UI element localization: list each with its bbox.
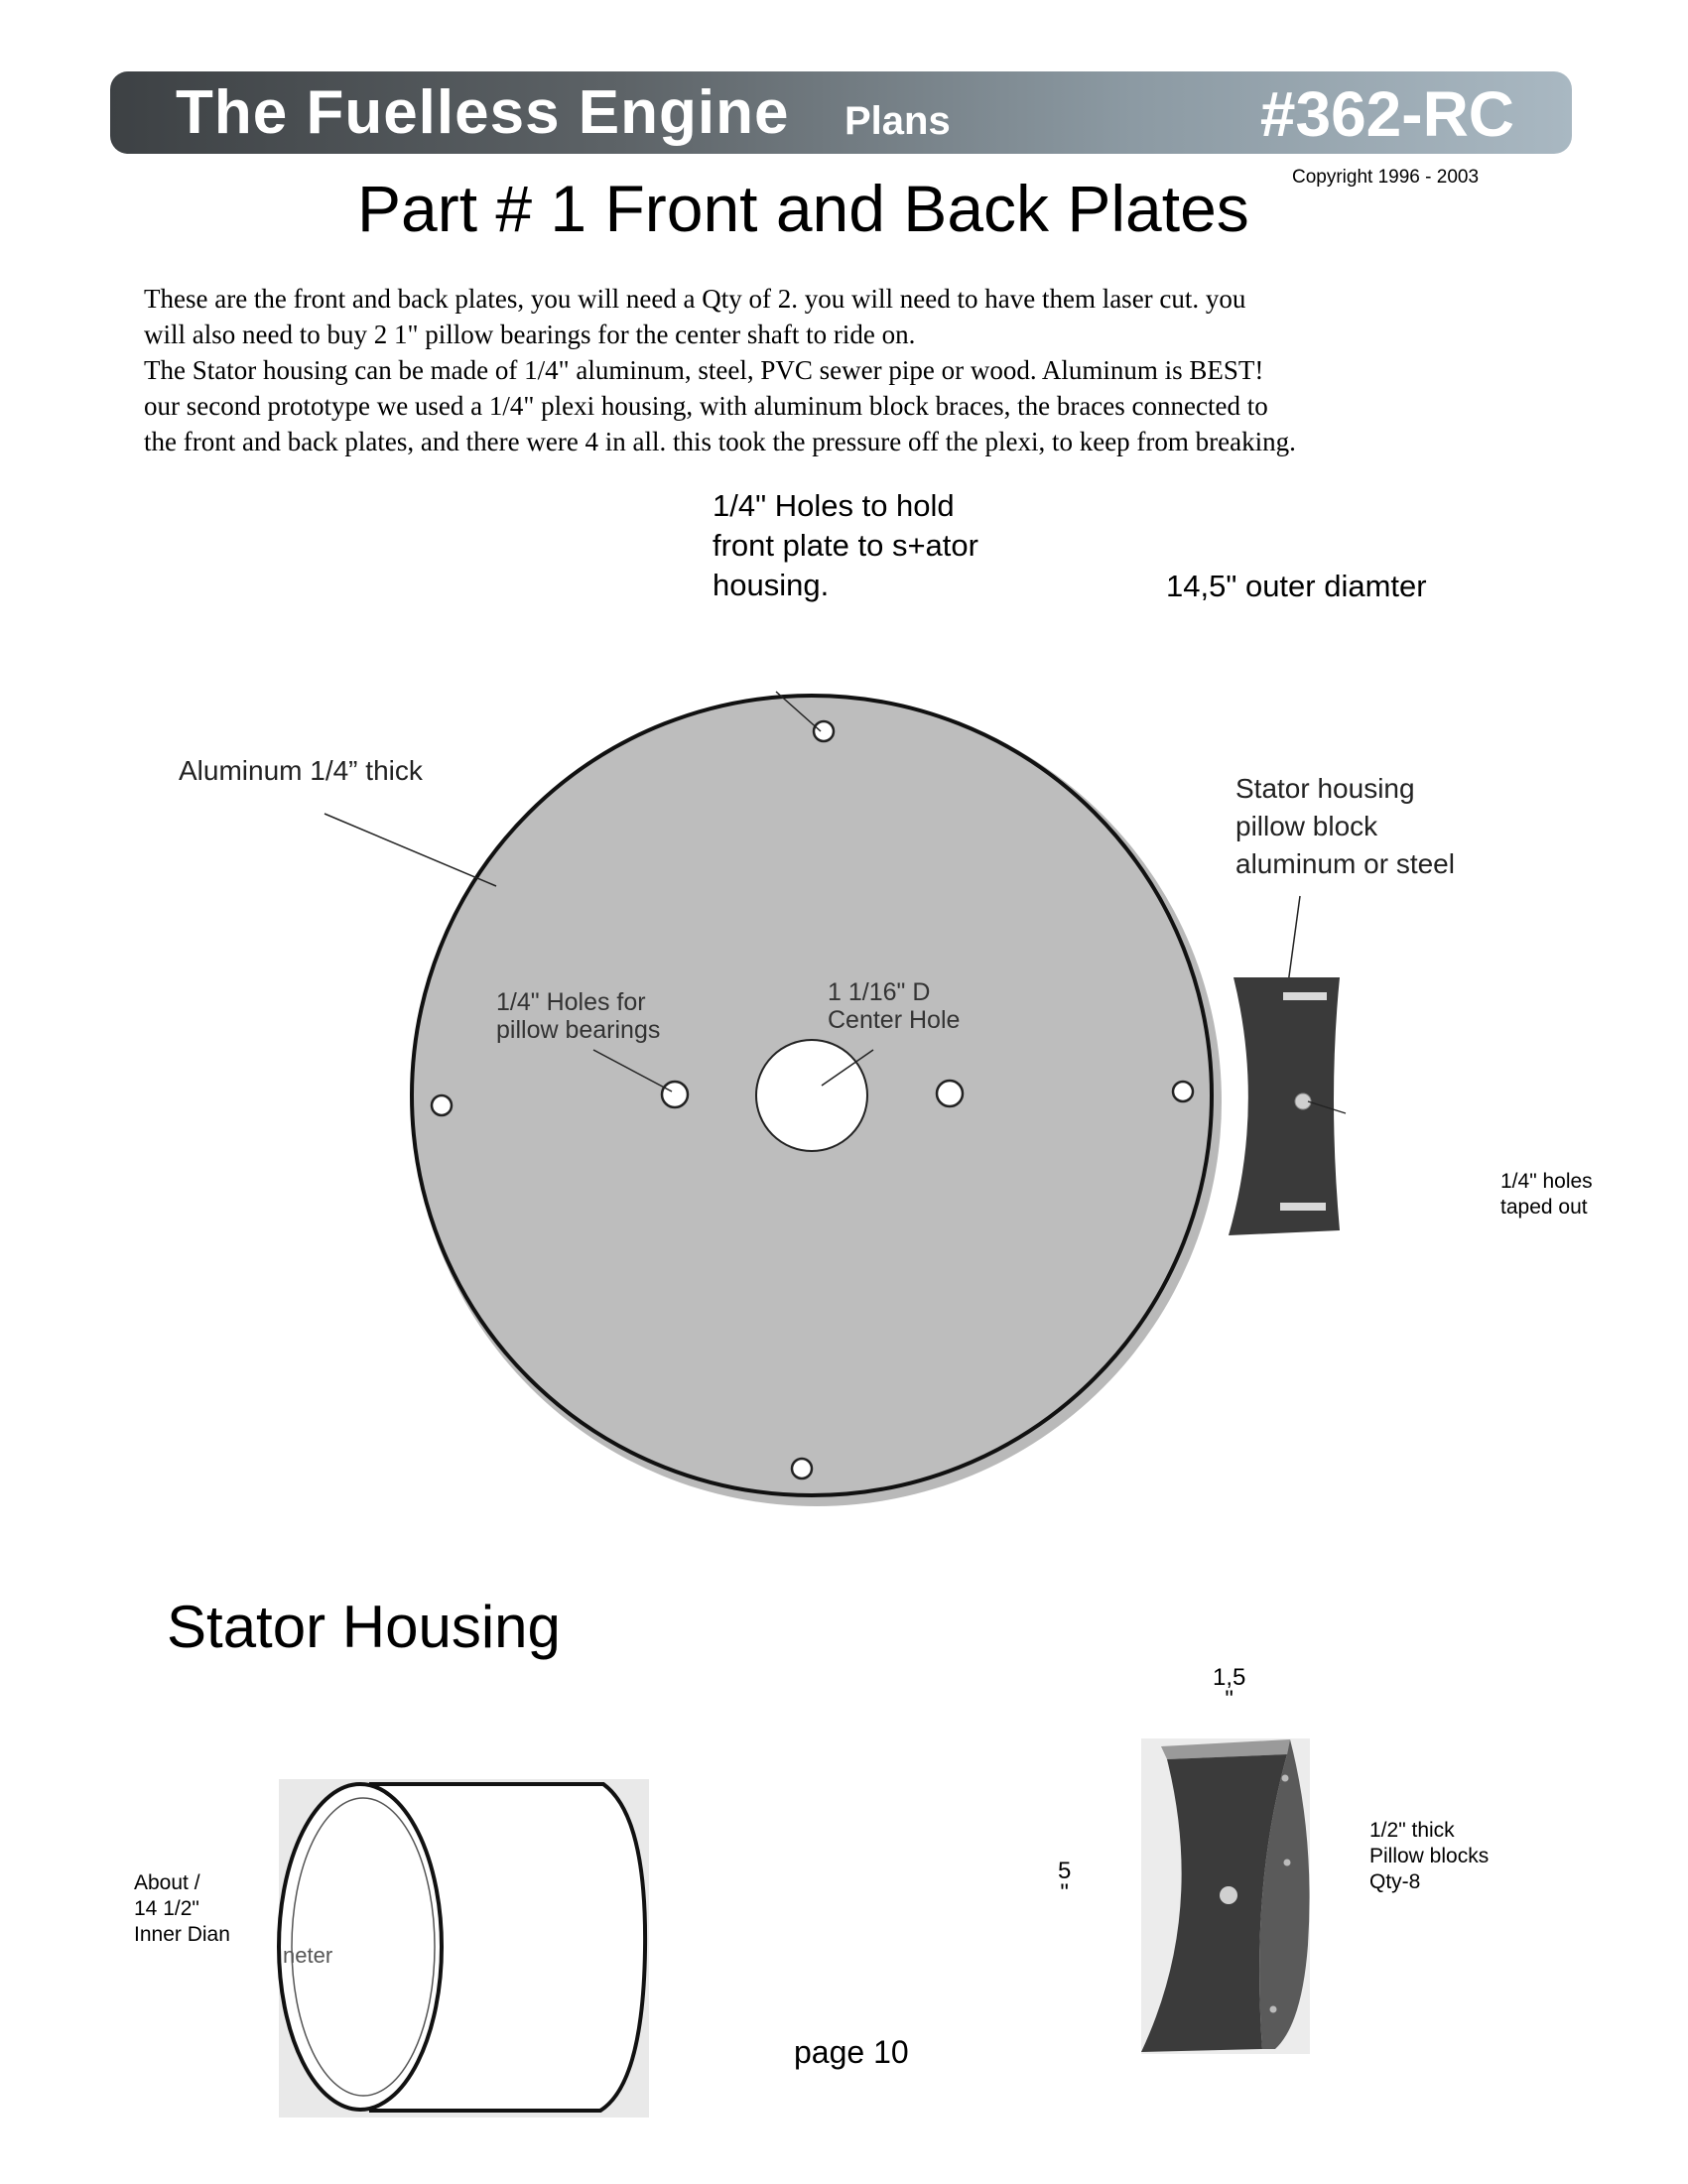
height-label-line: 5 [1058, 1858, 1072, 1884]
taped-holes-label-line: taped out [1500, 1196, 1588, 1219]
outer-diameter-label: 14,5" outer diamter [1166, 569, 1427, 603]
stator-block-label-line: Stator housing [1235, 773, 1415, 804]
intro-line: will also need to buy 2 1" pillow bearings for the center shaft to ride on. [144, 320, 916, 349]
part-title: Part # 1 Front and Back Plates [357, 172, 1249, 245]
top-hole [814, 721, 834, 741]
taped-holes-label-line: 1/4" holes [1500, 1170, 1593, 1193]
height-label-line: " [1060, 1879, 1069, 1906]
pillow-holes-label-line: 1/4" Holes for [496, 988, 646, 1016]
inner-diameter-label-line: Inner Dian [134, 1923, 230, 1946]
stator-block-label-line: pillow block [1235, 811, 1378, 841]
side-block-slot-bottom [1280, 1203, 1326, 1211]
width-label [1213, 1664, 1246, 1713]
side-pillow-block-drawing [1229, 977, 1346, 1235]
holes-label-line: 1/4" Holes to hold [713, 488, 955, 523]
right-hole [1173, 1082, 1193, 1101]
intro-line: The Stator housing can be made of 1/4" aluminum, steel, PVC sewer pipe or wood. Aluminum is BEST! [144, 355, 1264, 385]
holes-label-line: housing. [713, 568, 830, 602]
pillow-block-hole-top [1282, 1775, 1289, 1782]
pillow-blocks-label [1369, 1818, 1489, 1895]
height-label [1058, 1858, 1072, 1906]
pillow-blocks-label-line: Pillow blocks [1369, 1845, 1490, 1867]
pillow-block-hole-bottom [1270, 2006, 1277, 2013]
stator-cylinder-drawing [279, 1779, 649, 2118]
width-label-line: " [1225, 1686, 1234, 1713]
inner-diameter-label [134, 1870, 230, 1948]
width-label-line: 1,5 [1213, 1664, 1246, 1691]
center-hole [756, 1040, 867, 1151]
document-subtitle: Plans [844, 99, 951, 143]
bottom-hole [792, 1459, 812, 1478]
intro-line: our second prototype we used a 1/4" plexi housing, with aluminum block braces, the braces connected to [144, 391, 1268, 421]
center-hole-label [828, 978, 960, 1034]
pillow-holes-label [496, 988, 660, 1044]
taped-holes-label [1500, 1169, 1593, 1220]
pillow-block-center-hole [1220, 1886, 1237, 1904]
pillow-block-hole-mid [1284, 1860, 1291, 1866]
inner-diameter-label-line: About / [134, 1871, 200, 1894]
stator-block-label-line: aluminum or steel [1235, 848, 1455, 879]
copyright: Copyright 1996 - 2003 [1292, 167, 1480, 188]
side-block-slot-top [1283, 992, 1327, 1000]
stator-block-label [1235, 770, 1455, 883]
pillow-hole-left [662, 1082, 688, 1107]
pillow-holes-label-line: pillow bearings [496, 1016, 661, 1044]
left-hole [432, 1095, 452, 1115]
document-title: The Fuelless Engine [176, 78, 790, 147]
pillow-blocks-label-line: 1/2" thick [1369, 1819, 1455, 1842]
stator-section-title: Stator Housing [167, 1594, 561, 1660]
pillow-blocks-label-line: Qty-8 [1369, 1870, 1421, 1893]
intro-line: the front and back plates, and there were 4 in all. this took the pressure off the plexi, to keep from breaking. [144, 427, 1296, 456]
page-number: page 10 [794, 2034, 909, 2070]
intro-line: These are the front and back plates, you will need a Qty of 2. you will need to have them laser cut. you [144, 284, 1246, 314]
plan-code: #362-RC [1259, 78, 1514, 150]
inner-diameter-label-line: 14 1/2" [134, 1897, 199, 1920]
pillow-block-drawing [1141, 1738, 1310, 2054]
pillow-hole-right [937, 1081, 963, 1106]
aluminum-thickness-label: Aluminum 1/4” thick [179, 755, 423, 786]
center-hole-label-line: Center Hole [828, 1006, 961, 1034]
holes-label [713, 486, 978, 605]
center-hole-label-line: 1 1/16" D [828, 978, 931, 1006]
front-plate-drawing [325, 692, 1300, 1506]
leader-aluminum [325, 814, 496, 886]
meter-fragment: neter [283, 1943, 333, 1968]
holes-label-line: front plate to s+ator [713, 528, 978, 563]
